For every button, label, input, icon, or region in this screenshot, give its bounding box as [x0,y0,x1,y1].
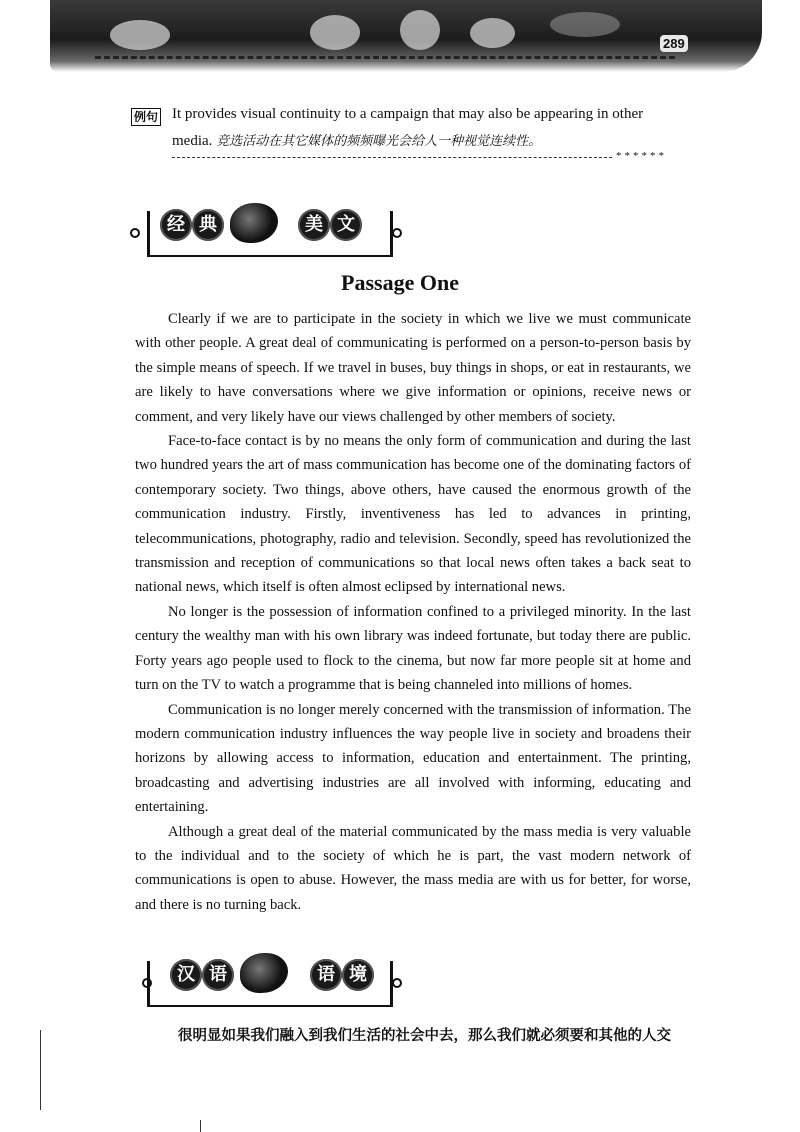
separator-stars: ****** [616,150,667,162]
paragraph: No longer is the possession of information confined to a privileged minority. In the last century the wealthy man with his own library was indeed fortunate, but today there are public. Forty years ago people used to flock to the cinema, but now far more people sit at home and turn on the TV to watch a programme that is being channeled into millions of homes. [135,603,691,694]
example-separator [172,157,612,158]
example-english-line2: media. [172,133,213,149]
banner-char: 语 [310,959,342,991]
banner-dot-left [142,978,152,988]
paragraph: Face-to-face contact is by no means the only form of communication and during the last two hundred years the art of mass communication has become one of the dominating factors of contemporary society. Two things, above others, have caused the enormous growth of the communication industry. Firstly, inventiveness has led to advances in printing, telecommunications, photography, radio and television. Secondly, speed has revolutionized the transmission and reception of communications so that local news often takes a back seat to national news, which itself is often almost eclipsed by international news. [135,433,691,596]
header-decoration [50,0,762,72]
passage-body [135,307,691,917]
example-english-line1: It provides visual continuity to a campaign that may also be appearing in other [172,106,644,122]
paragraph: Communication is no longer merely concerned with the transmission of information. The modern communication industry influences the way people live in society and broadens their horizons by allowing access to information, education and entertainment. The printing, broadcasting and advertising industries are all involved with informing, educating and entertaining. [135,701,691,816]
banner-char: 典 [192,209,224,241]
scan-margin-mark [40,1030,41,1110]
banner-char: 语 [202,959,234,991]
banner-dot-right [392,228,402,238]
banner-dot-right [392,978,402,988]
banner-char: 经 [160,209,192,241]
example-tag: 例句 [131,108,161,126]
page-number: 289 [660,35,688,52]
paragraph: Although a great deal of the material communicated by the mass media is very valuable to the individual and to the society of which he is part, the vast modern network of communications is open to abuse. However, the mass media are with us for better, for worse, and there is no turning back. [135,823,691,913]
passage-title: Passage One [341,270,459,295]
paragraph: Clearly if we are to participate in the society in which we live we must communicate with other people. A great deal of communicating is performed on a person-to-person basis by the simple means of speech. If we travel in buses, buy things in shops, or eat in restaurants, we are likely to have conversations where we give information or opinions, receive news or comment, and very likely have our views challenged by other members of society. [135,311,691,425]
header-dashed-rule [95,56,675,59]
section-banner-classic [130,203,400,263]
banner-char: 文 [330,209,362,241]
section-banner-chinese [130,953,400,1013]
example-line2 [172,130,541,150]
banner-dot-left [130,228,140,238]
chinese-translation-line: 很明显如果我们融入到我们生活的社会中去，那么我们就必须要和其他的人交 [178,1028,671,1044]
scan-margin-mark [200,1120,201,1132]
banner-char: 美 [298,209,330,241]
banner-char: 境 [342,959,374,991]
banner-char: 汉 [170,959,202,991]
example-chinese: 竞选活动在其它媒体的频频曝光会给人一种视觉连续性。 [216,133,542,148]
